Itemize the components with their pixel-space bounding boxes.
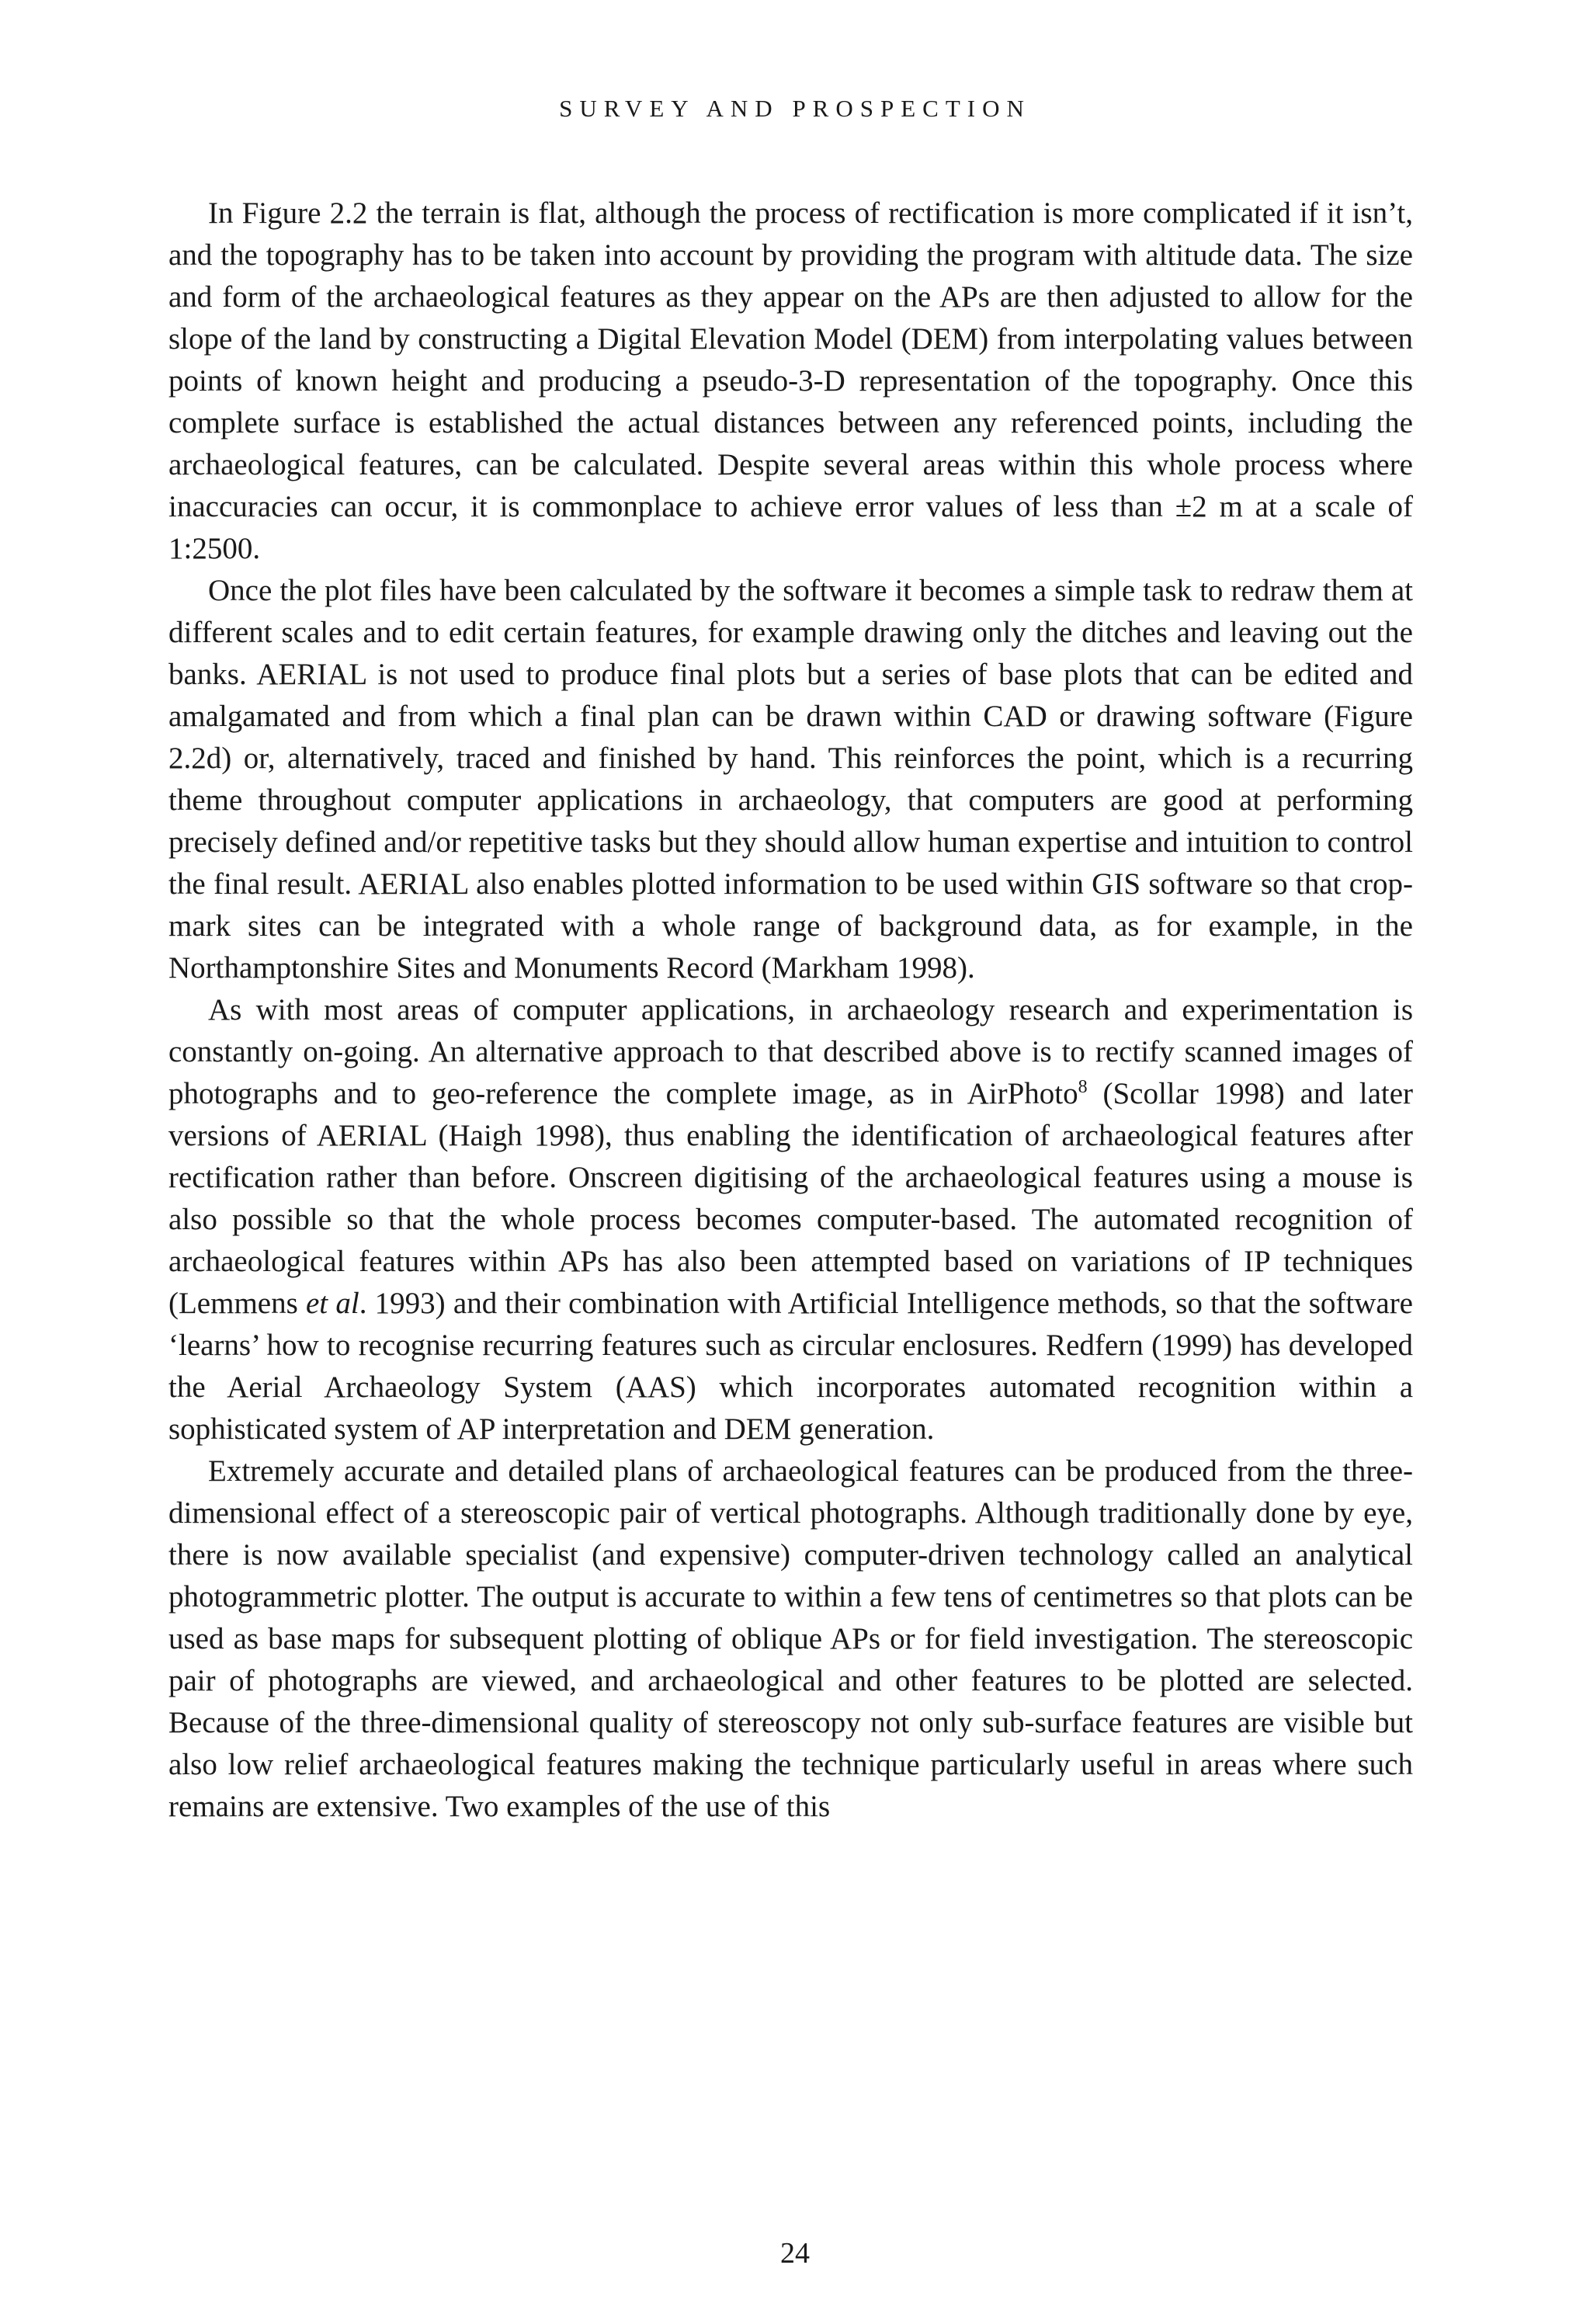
paragraph-3 (168, 989, 1413, 1450)
body-text (168, 193, 1413, 1828)
italic-et-al: et al (306, 1287, 359, 1320)
paragraph-3-part-3: . 1993) and their combination with Artificial Intelligence methods, so that the software ‘learns’ how to recognise recurring features such as circular enclosures. Redfern (1999) has developed the Aerial Archaeology System (AAS) which incorporates automated recognition within a sophisticated system of AP interpretation and DEM generation. (168, 1287, 1413, 1446)
paragraph-3-part-2: (Scollar 1998) and later versions of AERIAL (Haigh 1998), thus enabling the identification of archaeological features after rectification rather than before. Onscreen digitising of the archaeological features using a mouse is also possible so that the whole process becomes computer-based. The automated recognition of archaeological features within APs has also been attempted based on variations of IP techniques (Lemmens (168, 1077, 1414, 1320)
paragraph-3-part-1: As with most areas of computer applications, in archaeology research and experimentation is constantly on-going. An alternative approach to that described above is to rectify scanned images of photographs and to geo-reference the complete image, as in AirPhoto (168, 993, 1413, 1110)
running-head: SURVEY AND PROSPECTION (559, 95, 1031, 122)
page-number: 24 (780, 2237, 810, 2270)
paragraph-1: In Figure 2.2 the terrain is flat, although the process of rectification is more complicated if it isn’t, and the topography has to be taken into account by providing the program with altitude data. The size and form of the archaeological features as they appear on the APs are then adjusted to allow for the slope of the land by constructing a Digital Elevation Model (DEM) from interpolating values between points of known height and producing a pseudo-3-D representation of the topography. Once this complete surface is established the actual distances between any referenced points, including the archaeological features, can be calculated. Despite several areas within this whole process where inaccuracies can occur, it is commonplace to achieve error values of less than ±2 m at a scale of 1:2500. (168, 196, 1413, 565)
paragraph-4: Extremely accurate and detailed plans of archaeological features can be produced from the three-dimensional effect of a stereoscopic pair of vertical photographs. Although traditionally done by eye, there is now available specialist (and expensive) computer-driven technology called an analytical photogrammetric plotter. The output is accurate to within a few tens of centimetres so that plots can be used as base maps for subsequent plotting of oblique APs or for field investigation. The stereoscopic pair of photographs are viewed, and archaeological and other features to be plotted are selected. Because of the three-dimensional quality of stereoscopy not only sub-surface features are visible but also low relief archaeological features making the technique particularly useful in areas where such remains are extensive. Two examples of the use of this (168, 1454, 1413, 1823)
footnote-marker: 8 (1078, 1077, 1088, 1097)
paragraph-2: Once the plot files have been calculated by the software it becomes a simple task to redraw them at different scales and to edit certain features, for example drawing only the ditches and leaving out the banks. AERIAL is not used to produce final plots but a series of base plots that can be edited and amalgamated and from which a final plan can be drawn within CAD or drawing software (Figure 2.2d) or, alternatively, traced and finished by hand. This reinforces the point, which is a recurring theme throughout computer applications in archaeology, that computers are good at performing precisely defined and/or repetitive tasks but they should allow human expertise and intuition to control the final result. AERIAL also enables plotted information to be used within GIS software so that crop-mark sites can be integrated with a whole range of background data, as for example, in the Northamptonshire Sites and Monuments Record (Markham 1998). (168, 574, 1413, 985)
